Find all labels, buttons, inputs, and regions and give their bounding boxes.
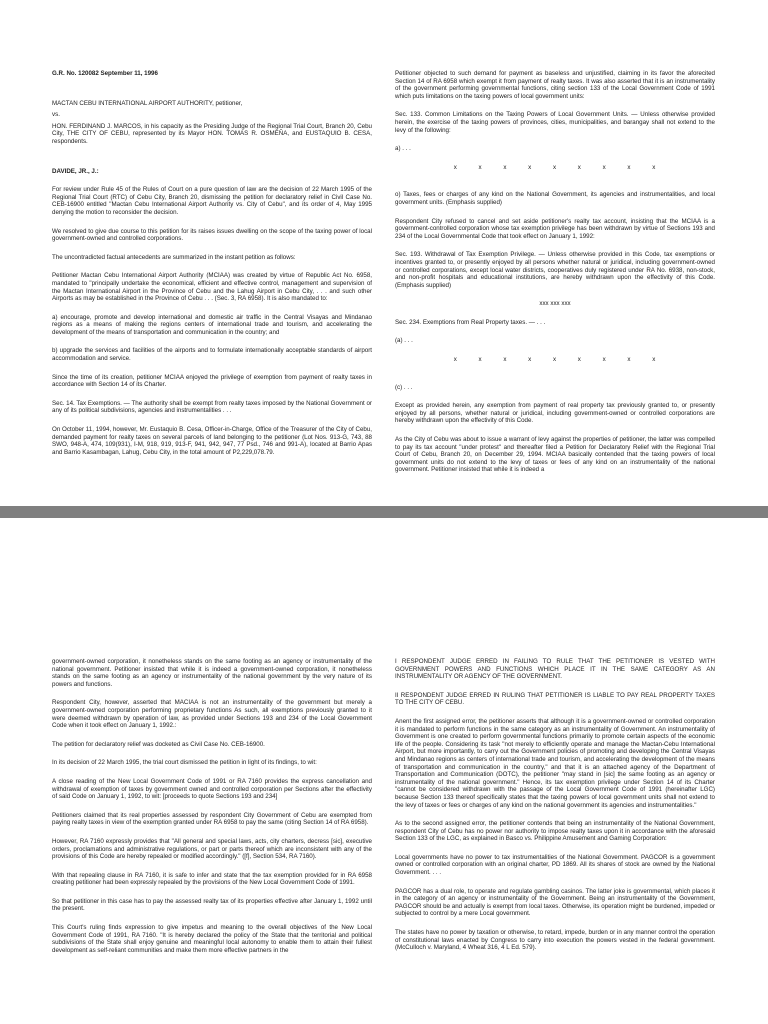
paragraph: Anent the first assigned error, the petitioner asserts that although it is a government-owned or controlled corporation it is mandated to perform functions in the same category as an instrumentality of Government. An instrumentality of Government is one created to perform governmental functions primarily to promote certain aspects of the economic life of the people. Considering its task "not merely to efficiently operate and manage the Mactan-Cebu International Airport, but more importantly, to carry out the Government policies of promoting and developing the Central Visayas and Mindanao regions as centers of international trade and tourism, and accelerating the development of the means of transportation and communication in the country," and that it is an attached agency of the Department of Transportation and Communication (DOTC), the petitioner "may stand in [sic] the same footing as an agency or instrumentality of the national government." Hence, its tax exemption privilege under Section 14 of its Charter "cannot be considered withdrawn with the passage of the Local Government Code of 1991 (hereinafter LGC) because Section 133 thereof specifically states that the taxing powers of local government units shall not extend to the levy of taxes or fees or charges of any kind on the national government its agencies and instrumentalities." [395, 717, 715, 809]
paragraph: A close reading of the New Local Government Code of 1991 or RA 7160 provides the express cancellation and withdrawal of exemption of taxes by government owned and controlled corporation per Sections after the effectivity of said Code on January 1, 1992, to wit: [proceeds to quote Sections 193 and 234] [52, 777, 372, 801]
paragraph: Respondent City refused to cancel and set aside petitioner's realty tax account, insisting that the MCIAA is a government-controlled corporation whose tax exemption privilege has been withdrawn by virtue of Sections 193 and 234 of the Local Governmental Code that took effect on January 1, 1992: [395, 217, 715, 240]
paragraph: Petitioner objected to such demand for payment as baseless and unjustified, claiming in its favor the aforecited Section 14 of RA 6958 which exempt it from payment of realty taxes. It was also asserted that it is an instrumentality of the government performing governmental functions, citing section 133 of the Local Government Code of 1991 which puts limitations on the taxing powers of local government units: [395, 70, 715, 100]
page-1-left-column [52, 70, 372, 467]
paragraph: Sec. 133. Common Limitations on the Taxing Powers of Local Government Units. — Unless otherwise provided herein, the exercise of the taxing powers of provinces, cities, municipalities, and barangay shall not extend to the levy of the following: [395, 111, 715, 134]
paragraph: Sec. 14. Tax Exemptions. — The authority shall be exempt from realty taxes imposed by the National Government or any of its political subdivisions, agencies and instrumentalities . . . [52, 399, 372, 415]
paragraph: Since the time of its creation, petitioner MCIAA enjoyed the privilege of exemption from payment of realty taxes in accordance with Section 14 of its Charter. [52, 373, 372, 389]
paragraph: government-owned corporation, it nonetheless stands on the same footing as an agency or instrumentality of the national government. Petitioner insisted that while it is indeed a government-owned corporation, it nonetheless stands on the same footing as an agency or instrumentality of the national government by the very nature of its powers and functions. [52, 658, 372, 688]
paragraph: Sec. 234. Exemptions from Real Property taxes. — . . . [395, 318, 546, 326]
paragraph: For review under Rule 45 of the Rules of Court on a pure question of law are the decision of 22 March 1995 of the Regional Trial Court (RTC) of Cebu City, Branch 20, dismissing the petition for declaratory relief in Civil Case No. CEB-16900 entitled "Mactan Cebu International Airport Authority vs. City of Cebu", and its order of 4, May 1995 denying the motion to reconsider the decision. [52, 186, 372, 216]
page-1-right-column [395, 70, 715, 485]
paragraph: Petitioners claimed that its real properties assessed by respondent City Government of Cebu are exempted from paying realty taxes in view of the exemption granted under RA 6958 to pay the same (citing Section 14 of RA 6958). [52, 811, 372, 827]
paragraph: x x x x x x x x x [453, 163, 657, 171]
paragraph: As the City of Cebu was about to issue a warrant of levy against the properties of petitioner, the latter was compelled to pay its tax account "under protest" and thereafter filed a Petition for Declaratory Relief with the Regional Trial Court of Cebu, Branch 20, on December 29, 1994. MCIAA basically contended that the taxing powers of local government units do not extend to the levy of taxes or fees of any kind on an instrumentality of the national government. Petitioner insisted that while it is indeed a [395, 436, 715, 474]
paragraph: o) Taxes, fees or charges of any kind on the National Government, its agencies and instrumentalities, and local government units. (Emphasis supplied) [395, 191, 715, 206]
paragraph: Sec. 193. Withdrawal of Tax Exemption Privilege. — Unless otherwise provided in this Code, tax exemptions or incentives granted to, or presently enjoyed by all persons whether natural or juridical, including government-owned or controlled corporations, except local water districts, cooperatives duly registered under RA No. 6938, non-stock, and non-profit hospitals and educational institutions, are hereby withdrawn upon the effectivity of this Code. (Emphasis supplied) [395, 251, 715, 289]
page-2-left-column [52, 658, 372, 965]
page-2-right-column [395, 658, 715, 963]
paragraph: PAGCOR has a dual role, to operate and regulate gambling casinos. The latter joke is governmental, which places it in the category of an agency or instrumentality of the Government. Being an instrumentality of the Government, PAGCOR should be and actually is exempt from local taxes. Otherwise, its operation might be burdened, impeded or subjected to control by a mere Local government. [395, 887, 715, 918]
paragraph: The states have no power by taxation or otherwise, to retard, impede, burden or in any manner control the operation of constitutional laws enacted by Congress to carry into execution the powers vested in the federal government. (McCulloch v. Maryland, 4 Wheat 316, 4 L Ed. 579). [395, 929, 715, 952]
paragraph: So that petitioner in this case has to pay the assessed realty tax of its properties effective after January 1, 1992 until the present. [52, 897, 372, 913]
paragraph: The petition for declaratory relief was docketed as Civil Case No. CEB-16900. [52, 740, 265, 748]
paragraph: Petitioner Mactan Cebu International Airport Authority (MCIAA) was created by virtue of Republic Act No. 6958, mandated to "principally undertake the economical, efficient and effective control, management and supervision of the Mactan International Airport in the Province of Cebu and the Lahug Airport in Cebu City, . . . and such other Airports as may be established in the Province of Cebu . . . (Sec. 3, RA 6958). It is also mandated to: [52, 272, 372, 303]
paragraph: MACTAN CEBU INTERNATIONAL AIRPORT AUTHORITY, petitioner, [52, 99, 243, 107]
paragraph: As to the second assigned error, the petitioner contends that being an instrumentality of the National Government, respondent City of Cebu has no power nor authority to impose realty taxes upon it in accordance with the aforesaid Section 133 of the LGC, as explained in Basco vs. Philippine Amusement and Gaming Corporation: [395, 820, 715, 843]
document-page-1 [0, 0, 768, 506]
paragraph: x x x x x x x x x [453, 356, 657, 364]
paragraph: HON. FERDINAND J. MARCOS, in his capacity as the Presiding Judge of the Regional Trial Court, Branch 20, Cebu City, THE CITY OF CEBU, represented by its Mayor HON. TOMAS R. OSMEÑA, and EUSTAQUIO B. CESA, respondents. [52, 122, 372, 145]
paragraph: G.R. No. 120082 September 11, 1996 [52, 70, 158, 77]
paragraph: Respondent City, however, asserted that MACIAA is not an instrumentality of the government but merely a government-owned corporation performing proprietary functions As such, all exemptions previously granted to it were deemed withdrawn by operation of law, as provided under Sections 193 and 234 of the Local Government Code when it took effect on January 1, 1992.: [52, 699, 372, 730]
paragraph: b) upgrade the services and facilities of the airports and to formulate internationally acceptable standards of airport accommodation and service. [52, 347, 372, 363]
paragraph: On October 11, 1994, however, Mr. Eustaquio B. Cesa, Officer-in-Charge, Office of the Treasurer of the City of Cebu, demanded payment for realty taxes on several parcels of land belonging to the petitioner (Lot Nos. 913-G, 743, 88 SWO, 948-A, 474, 109(931), I-M, 918, 919, 913-F, 941, 942, 947, 77 Psd., 746 and 991-A), located at Barrio Apas and Barrio Kasambagan, Lahug, Cebu City, in the total amount of P2,229,078.79. [52, 426, 372, 456]
paragraph: (c) . . . [395, 383, 413, 391]
paragraph: In its decision of 22 March 1995, the trial court dismissed the petition in light of its findings, to wit: [52, 759, 317, 767]
paragraph: With that repealing clause in RA 7160, it is safe to infer and state that the tax exemption provided for in RA 6958 creating petitioner had been expressly repealed by the provisions of the New Local Government Code of 1991. [52, 871, 372, 887]
paragraph: vs. [52, 111, 60, 119]
document-page-2 [0, 518, 768, 1024]
paragraph: Except as provided herein, any exemption from payment of real property tax previously granted to, or presently enjoyed by all persons, whether natural or juridical, including government-owned or controlled corporations are hereby withdrawn upon the effectivity of this Code. [395, 402, 715, 425]
paragraph: (a) . . . [395, 337, 413, 345]
paragraph: DAVIDE, JR., J.: [52, 167, 99, 175]
paragraph: Local governments have no power to tax instrumentalities of the National Government. PAGCOR is a government owned or controlled corporation with an original charter, PD 1869. All its shares of stock are owned by the National Government. . . . [395, 853, 715, 877]
paragraph: a) encourage, promote and develop international and domestic air traffic in the Central Visayas and Mindanao regions as a means of making the regions centers of international trade and tourism, and accelerating the development of the means of transportation and communication in the country; and [52, 313, 372, 336]
paragraph: We resolved to give due course to this petition for its raises issues dwelling on the scope of the taxing power of local government-owned and controlled corporations. [52, 227, 372, 243]
paragraph: However, RA 7160 expressly provides that "All general and special laws, acts, city charters, decress [sic], executive orders, proclamations and administrative regulations, or part or parts thereof which are inconsistent with any of the provisions of this Code are hereby repealed or modified accordingly." ([f], Section 534, RA 7160). [52, 837, 372, 861]
paragraph: II RESPONDENT JUDGE ERRED IN RULING THAT PETITIONER IS LIABLE TO PAY REAL PROPERTY TAXES TO THE CITY OF CEBU. [395, 691, 715, 707]
paragraph: The uncontradicted factual antecedents are summarized in the instant petition as follows: [52, 253, 296, 261]
paragraph: This Court's ruling finds expression to give impetus and meaning to the overall objectives of the New Local Government Code of 1991, RA 7160. "It is hereby declared the policy of the State that the territorial and political subdivisions of the State shall enjoy genuine and meaningful local autonomy to enable them to attain their fullest development as self-reliant communities and make them more effective partners in the [52, 924, 372, 954]
paragraph: xxx xxx xxx [539, 300, 571, 308]
paragraph: I RESPONDENT JUDGE ERRED IN FAILING TO RULE THAT THE PETITIONER IS VESTED WITH GOVERNMENT POWERS AND FUNCTIONS WHICH PLACE IT IN THE SAME CATEGORY AS AN INSTRUMENTALITY OR AGENCY OF THE GOVERNMENT. [395, 658, 715, 681]
paragraph: a) . . . [395, 145, 411, 153]
